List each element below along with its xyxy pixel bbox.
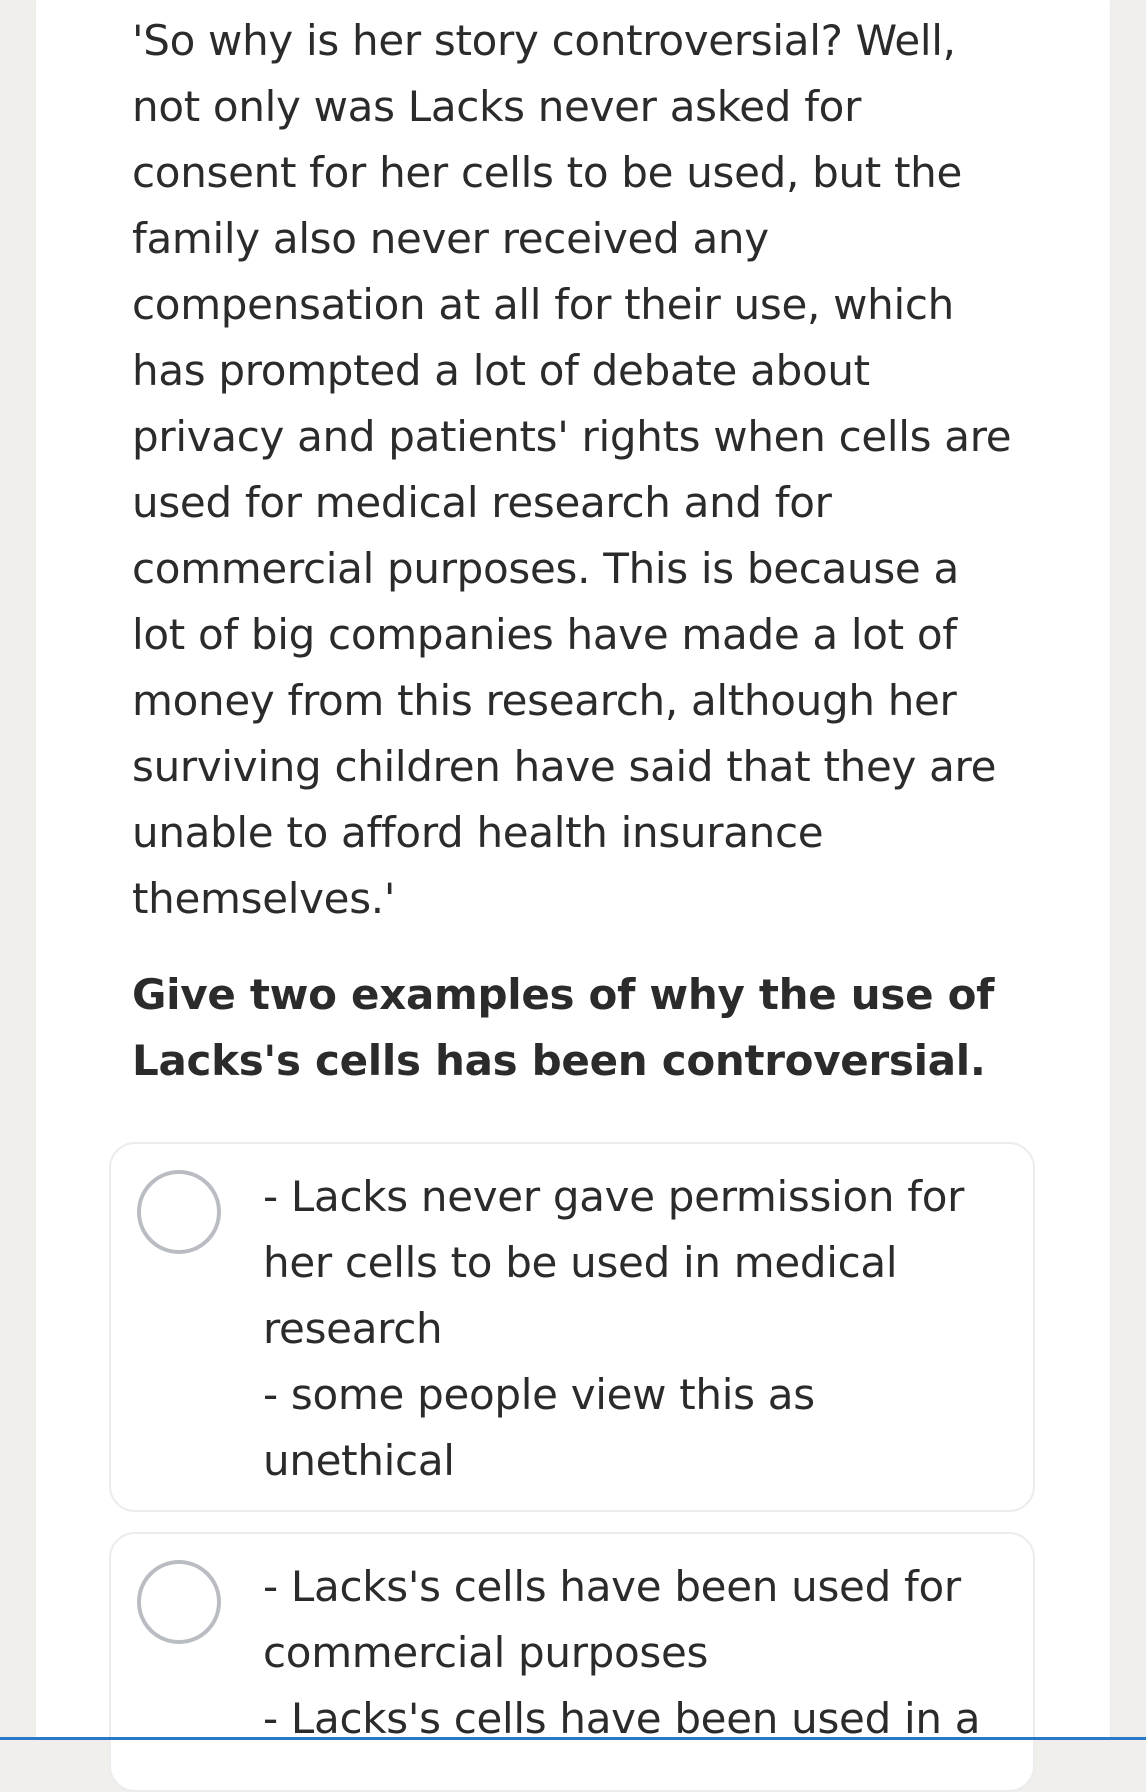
answer-option-1-text: - Lacks never gave permission for her cells to be used in medical research - some people view this as unethical	[263, 1164, 1003, 1494]
source-passage: 'So why is her story controversial? Well, not only was Lacks never asked for consent for her cells to be used, but the family also never received any compensation at all for their use, which has prompted a lot of debate about privacy and patients' rights when cells are used for medical research and for commercial purposes. This is because a lot of big companies have made a lot of money from this research, although her surviving children have said that they are unable to afford health insurance themselves.'	[132, 0, 1022, 932]
radio-button-2[interactable]	[137, 1560, 221, 1644]
answer-option-1[interactable]	[109, 1142, 1035, 1512]
radio-button-1[interactable]	[137, 1170, 221, 1254]
question-prompt: Give two examples of why the use of Lacks's cells has been controversial.	[132, 962, 1012, 1094]
answer-option-2-text: - Lacks's cells have been used for commercial purposes - Lacks's cells have been used in a	[263, 1554, 1003, 1752]
answer-option-2[interactable]	[109, 1532, 1035, 1792]
question-content	[132, 0, 1032, 932]
